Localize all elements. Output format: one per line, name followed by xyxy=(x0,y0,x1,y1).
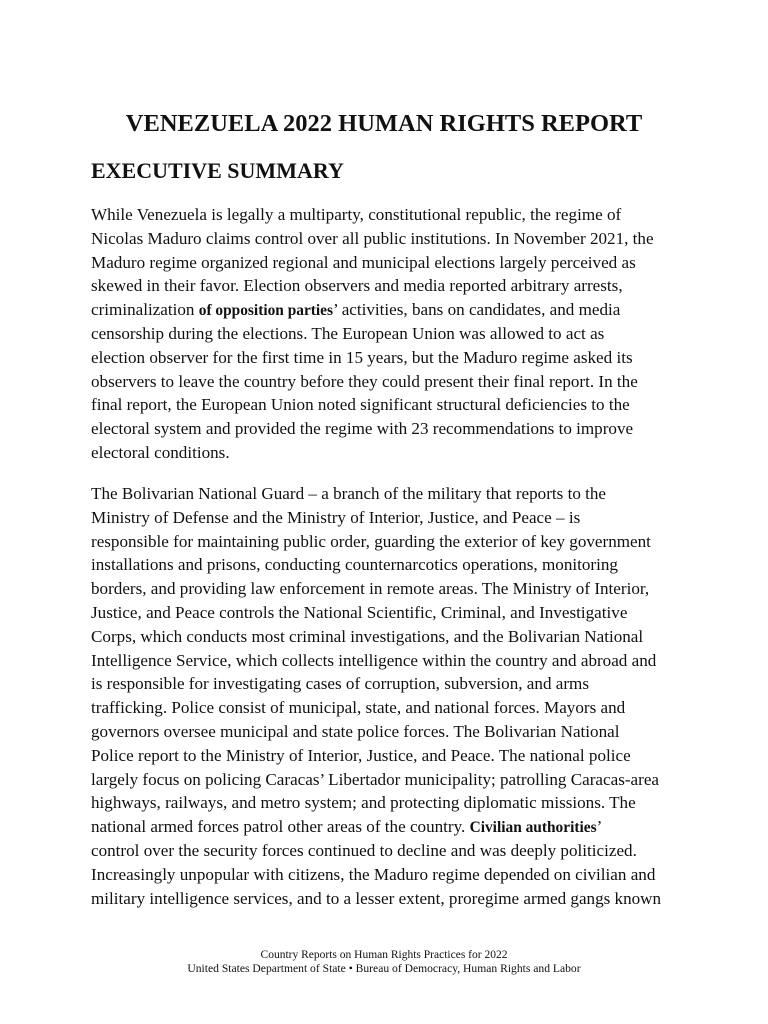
text-line: Justice, and Peace controls the National Scientific, Criminal, and Investigative xyxy=(91,602,628,622)
text-run: national armed forces patrol other areas of the country. xyxy=(91,817,470,837)
text-line: trafficking. Police consist of municipal, state, and national forces. Mayors and xyxy=(91,698,626,718)
text-line: Nicolas Maduro claims control over all public institutions. In November 2021, the xyxy=(91,228,654,248)
text-line xyxy=(91,298,691,322)
text-line xyxy=(91,815,691,839)
text-line: highways, railways, and metro system; and protecting diplomatic missions. The xyxy=(91,793,636,813)
page-footer xyxy=(0,948,768,976)
text-line: governors oversee municipal and state police forces. The Bolivarian National xyxy=(91,721,620,741)
text-line: control over the security forces continued to decline and was deeply politicized. xyxy=(91,840,637,860)
text-line: is responsible for investigating cases of corruption, subversion, and arms xyxy=(91,674,589,694)
text-line: final report, the European Union noted significant structural deficiencies to the xyxy=(91,395,630,415)
text-line: Intelligence Service, which collects intelligence within the country and abroad and xyxy=(91,650,657,670)
text-line: election observer for the first time in 15 years, but the Maduro regime asked its xyxy=(91,347,633,367)
text-line: censorship during the elections. The European Union was allowed to act as xyxy=(91,323,605,343)
text-line: electoral system and provided the regime with 23 recommendations to improve xyxy=(91,419,634,439)
text-line: largely focus on policing Caracas’ Libertador municipality; patrolling Caracas-area xyxy=(91,769,659,789)
text-line: The Bolivarian National Guard – a branch of the military that reports to the xyxy=(91,484,607,503)
text-line: While Venezuela is legally a multiparty, constitutional republic, the regime of xyxy=(91,205,622,224)
footer-report-title: Country Reports on Human Rights Practices for 2022 xyxy=(260,949,508,961)
paragraph-1 xyxy=(91,203,691,465)
text-line: responsible for maintaining public order, guarding the exterior of key government xyxy=(91,531,651,551)
document-title: VENEZUELA 2022 HUMAN RIGHTS REPORT xyxy=(125,110,643,137)
text-line: Police report to the Ministry of Interior, Justice, and Peace. The national police xyxy=(91,745,631,765)
text-run: ’ xyxy=(596,817,603,837)
footer-department: United States Department of State • Bureau of Democracy, Human Rights and Labor xyxy=(187,962,581,975)
text-line: military intelligence services, and to a lesser extent, proregime armed gangs known xyxy=(91,888,662,908)
text-line: Ministry of Defense and the Ministry of Interior, Justice, and Peace – is xyxy=(91,507,581,527)
section-heading: EXECUTIVE SUMMARY xyxy=(91,158,344,183)
text-run: ’ activities, bans on candidates, and media xyxy=(333,300,621,320)
text-line: Increasingly unpopular with citizens, the Maduro regime depended on civilian and xyxy=(91,864,656,884)
text-line: skewed in their favor. Election observers and media reported arbitrary arrests, xyxy=(91,276,623,296)
highlighted-phrase: Civilian authorities xyxy=(469,819,597,837)
text-line: Maduro regime organized regional and municipal elections largely perceived as xyxy=(91,252,636,272)
text-line: borders, and providing law enforcement in remote areas. The Ministry of Interior, xyxy=(91,579,650,599)
text-run: criminalization xyxy=(91,300,199,320)
paragraph-2 xyxy=(91,482,691,910)
text-line: observers to leave the country before they could present their final report. In the xyxy=(91,371,638,391)
highlighted-phrase: of opposition parties xyxy=(198,302,334,320)
text-line: Corps, which conducts most criminal investigations, and the Bolivarian National xyxy=(91,626,644,646)
text-line: electoral conditions. xyxy=(91,442,230,462)
text-line: installations and prisons, conducting counternarcotics operations, monitoring xyxy=(91,555,618,575)
